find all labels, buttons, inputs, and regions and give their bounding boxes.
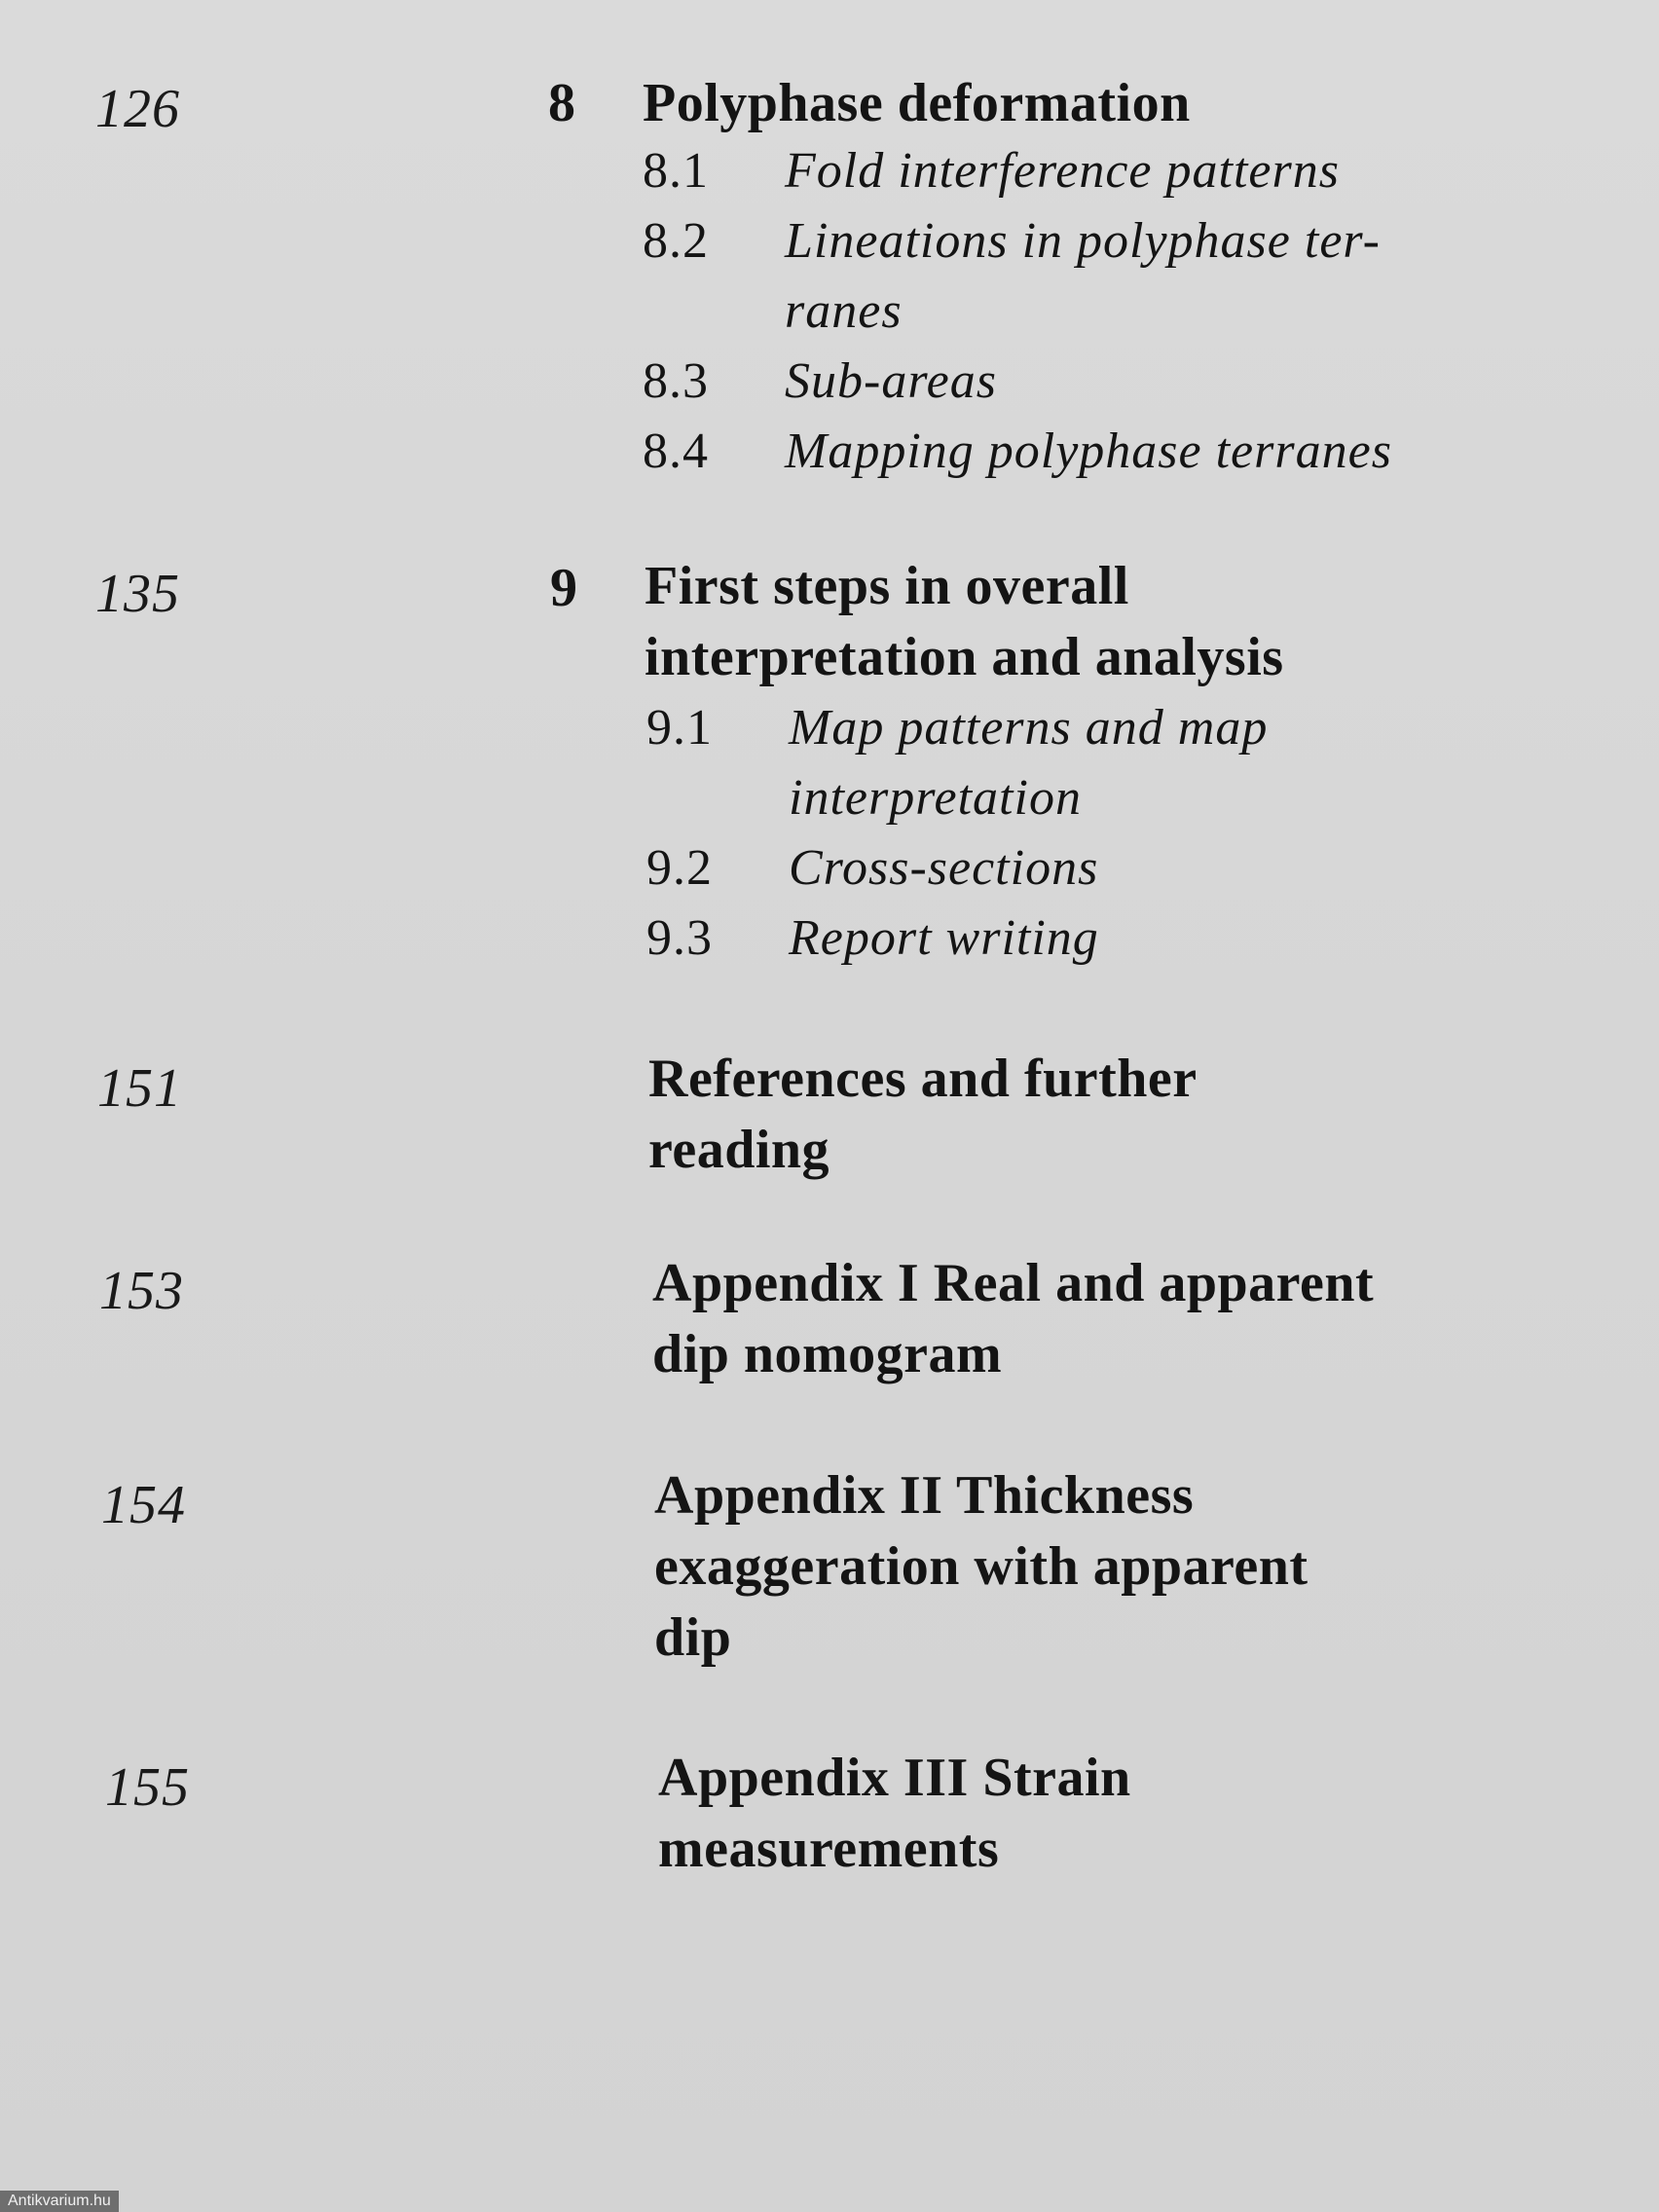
section-item (643, 206, 1392, 347)
section-title-line: Mapping polyphase terranes (785, 424, 1392, 479)
chapter-title-line: measurements (658, 1819, 1000, 1879)
section-list (646, 693, 1268, 974)
chapter-title-line: reading (648, 1120, 830, 1180)
chapter-title-line: Appendix III Strain (658, 1748, 1131, 1808)
section-number: 8.1 (643, 143, 709, 199)
section-item (646, 693, 1268, 833)
section-list (643, 136, 1392, 487)
section-title (785, 206, 1381, 347)
section-title-line: ranes (785, 283, 903, 339)
chapter-title (658, 1743, 1131, 1885)
page-number: 126 (95, 79, 180, 139)
chapter-title-line: exaggeration with apparent (654, 1536, 1309, 1597)
section-title-line: Fold interference patterns (785, 143, 1340, 199)
chapter-number: 9 (550, 558, 577, 618)
section-number: 8.3 (643, 353, 709, 409)
section-item (646, 903, 1268, 974)
chapter-title (652, 1248, 1374, 1390)
section-title-line: interpretation (789, 770, 1082, 826)
section-title-line: Lineations in polyphase ter- (785, 213, 1381, 269)
chapter-title (643, 68, 1191, 139)
chapter-title-line: Appendix I Real and apparent (652, 1253, 1375, 1313)
section-number: 8.2 (643, 213, 709, 269)
section-title (785, 417, 1392, 487)
section-item (646, 833, 1268, 903)
chapter-title-line: Polyphase deformation (643, 73, 1191, 133)
section-title-line: Cross-sections (789, 840, 1099, 896)
chapter-title-line: interpretation and analysis (645, 627, 1284, 687)
section-title (789, 903, 1099, 974)
section-number: 9.2 (646, 840, 713, 896)
section-title (789, 693, 1268, 833)
chapter-title-line: dip (654, 1607, 732, 1668)
section-item (643, 136, 1392, 206)
chapter-title (648, 1044, 1198, 1186)
page-number: 155 (105, 1757, 190, 1818)
chapter-title-line: References and further (648, 1049, 1198, 1109)
chapter-title-line: dip nomogram (652, 1324, 1003, 1384)
section-title (789, 833, 1098, 903)
chapter-title-line: Appendix II Thickness (654, 1465, 1195, 1526)
section-title (785, 347, 997, 417)
section-title-line: Report writing (789, 910, 1099, 966)
section-title-line: Map patterns and map (789, 700, 1269, 756)
section-number: 8.4 (643, 424, 709, 479)
section-title-line: Sub-areas (785, 353, 997, 409)
page-number: 153 (99, 1261, 184, 1321)
chapter-number: 8 (548, 73, 575, 133)
section-title (785, 136, 1340, 206)
page-number: 135 (95, 564, 180, 624)
section-number: 9.3 (646, 910, 713, 966)
chapter-title (645, 551, 1284, 693)
chapter-title-line: First steps in overall (645, 556, 1129, 616)
page-number: 151 (97, 1058, 182, 1119)
section-number: 9.1 (646, 700, 713, 756)
page-number: 154 (101, 1475, 186, 1535)
section-item (643, 417, 1392, 487)
watermark: Antikvarium.hu (0, 2191, 119, 2212)
section-item (643, 347, 1392, 417)
chapter-title (654, 1460, 1309, 1674)
